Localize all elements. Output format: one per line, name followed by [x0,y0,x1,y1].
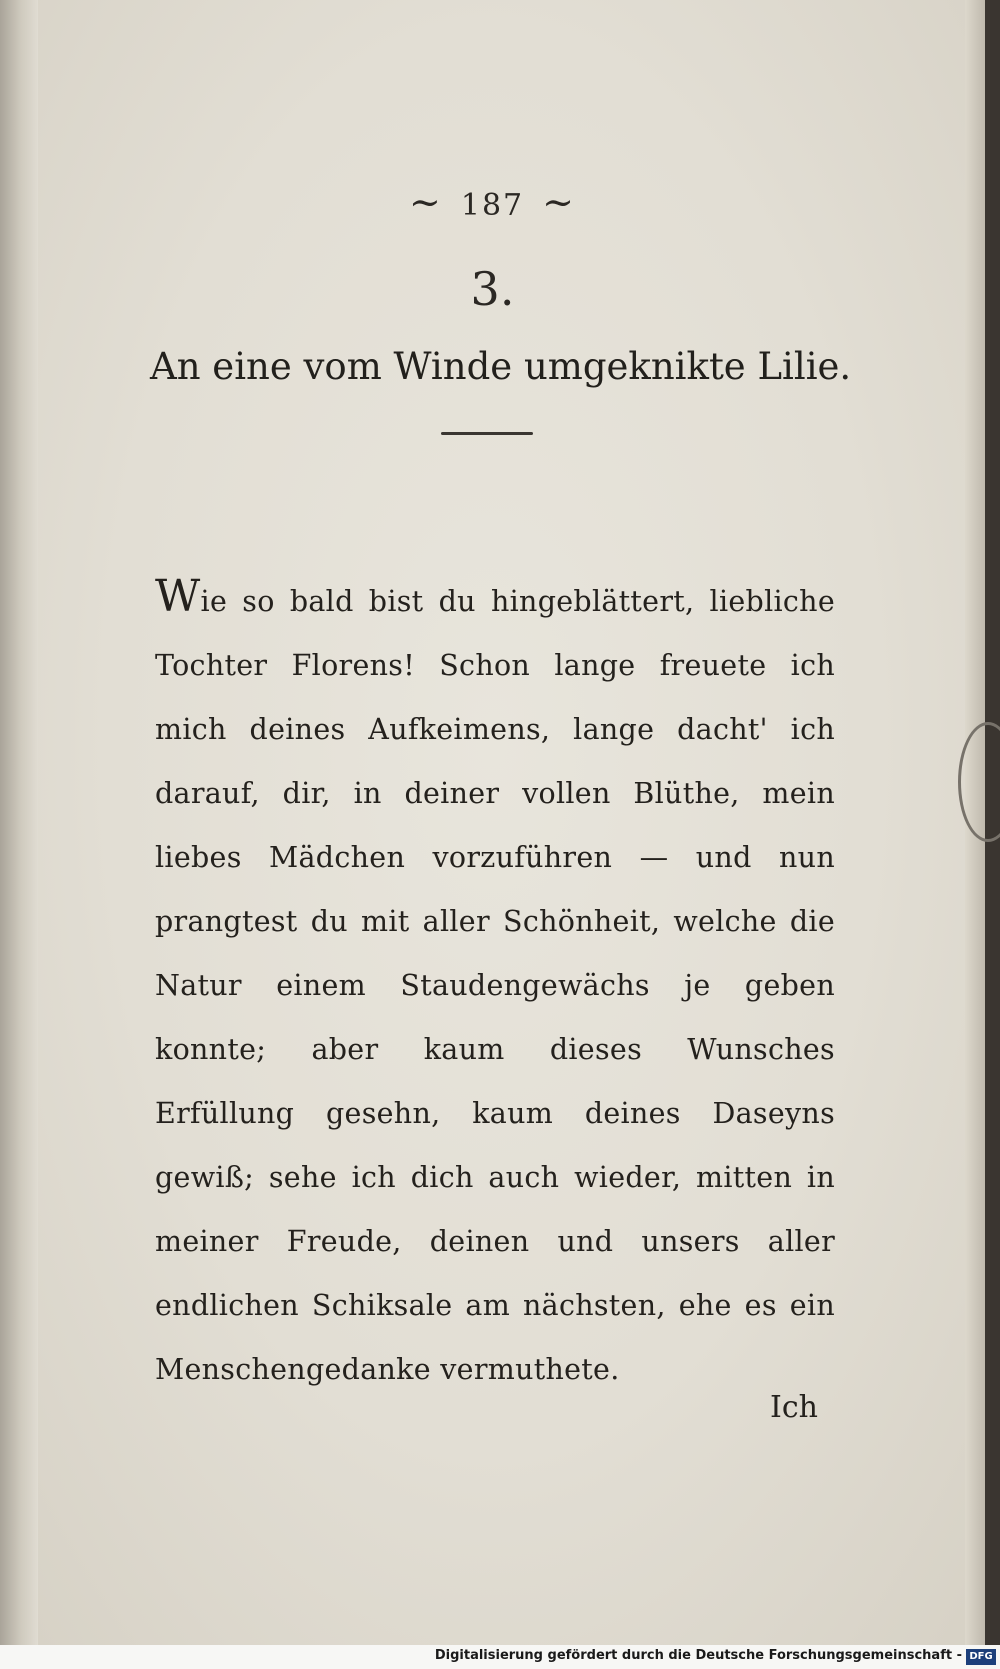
header-ornament-right: ~ [542,180,576,224]
section-number: 3. [470,262,515,316]
funding-credit: Digitalisierung gefördert durch die Deutsche Forschungsgemeinschaft - [434,1648,962,1663]
title-divider [441,432,533,435]
page-number: 187 [460,188,525,223]
catchword: Ich [770,1390,818,1425]
drop-initial: W [155,571,201,622]
header-ornament-left: ~ [409,180,443,224]
book-gutter-shadow [0,0,38,1645]
page-header [0,180,985,224]
dfg-logo: DFG [966,1649,996,1665]
poem-title: An eine vom Winde umgeknikte Lilie. [150,345,852,388]
digitization-footer [0,1645,1000,1669]
body-text: ie so bald bist du hingeblättert, liebliche Tochter Florens! Schon lange freuete ich mich deines Aufkeimens, lange dacht' ich darauf, dir, in deiner vollen Blüthe, mein liebes Mädchen vorzuführen — und nun prangtest du mit aller Schönheit, welche die Natur einem Staudengewächs je geben konnte; aber kaum dieses Wunsches Erfüllung gesehn, kaum deines Daseyns gewiß; sehe ich dich auch wieder, mitten in meiner Freude, deinen und unsers aller endlichen Schiksale am nächsten, ehe es ein Menschengedanke vermuthete. [155,585,835,1386]
body-paragraph [155,570,835,1402]
